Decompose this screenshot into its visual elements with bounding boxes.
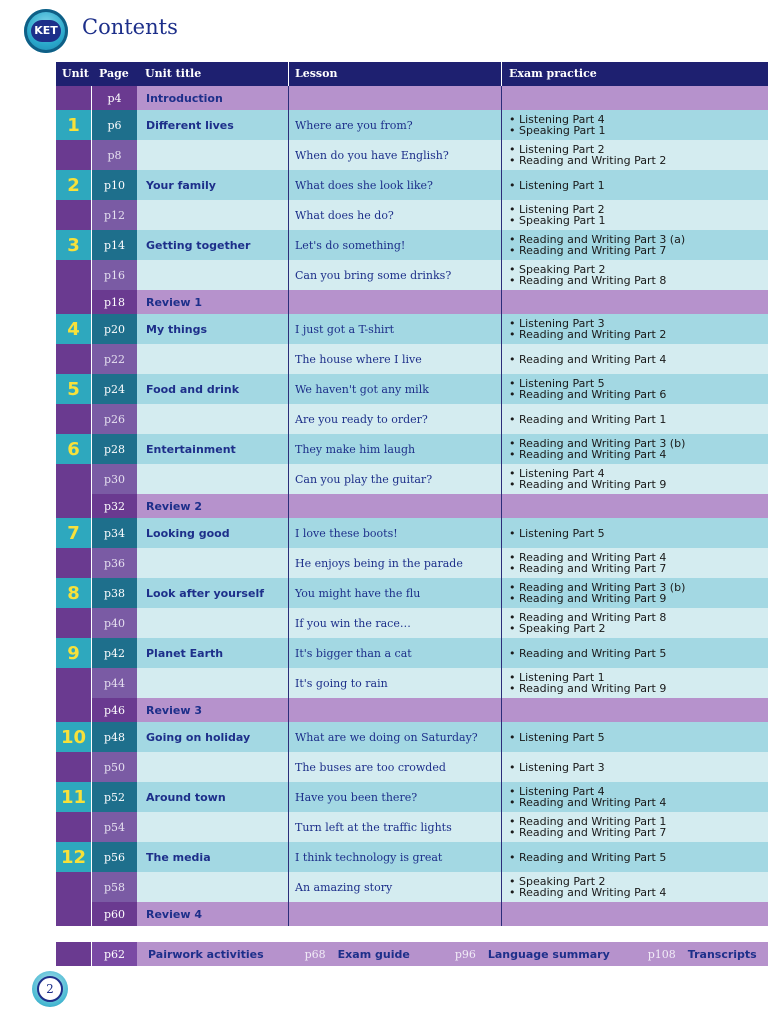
page-cell: p60 — [92, 902, 137, 926]
table-row[interactable] — [56, 260, 768, 290]
footer-item-label: Language summary — [487, 947, 610, 961]
lesson-cell — [289, 902, 502, 926]
unit-cell — [56, 86, 92, 110]
footer-item-label: Transcripts — [687, 947, 757, 961]
unit-title-cell — [137, 200, 289, 230]
page-cell: p30 — [92, 464, 137, 494]
unit-title-cell — [137, 548, 289, 578]
lesson-cell: It's bigger than a cat — [289, 638, 502, 668]
unit-title-cell: Planet Earth — [137, 638, 289, 668]
unit-cell: 5 — [56, 374, 92, 404]
footer-row — [56, 942, 768, 966]
page-cell: p18 — [92, 290, 137, 314]
table-row[interactable] — [56, 842, 768, 872]
page-header — [0, 0, 768, 62]
exam-practice-cell — [502, 812, 768, 842]
table-row[interactable] — [56, 140, 768, 170]
table-row[interactable] — [56, 434, 768, 464]
exam-practice-item: • Speaking Part 2 — [509, 263, 606, 276]
unit-title-cell — [137, 872, 289, 902]
unit-cell — [56, 812, 92, 842]
unit-cell — [56, 668, 92, 698]
page-cell: p48 — [92, 722, 137, 752]
exam-practice-item: • Listening Part 5 — [509, 377, 605, 390]
lesson-cell: If you win the race… — [289, 608, 502, 638]
exam-practice-item: • Reading and Writing Part 6 — [509, 388, 667, 401]
exam-practice-cell — [502, 344, 768, 374]
exam-practice-cell — [502, 260, 768, 290]
exam-practice-cell — [502, 902, 768, 926]
unit-title-cell: Your family — [137, 170, 289, 200]
page-cell: p24 — [92, 374, 137, 404]
unit-title-cell — [137, 140, 289, 170]
lesson-cell: We haven't got any milk — [289, 374, 502, 404]
exam-practice-cell — [502, 578, 768, 608]
exam-practice-cell — [502, 434, 768, 464]
table-row[interactable] — [56, 344, 768, 374]
page-cell: p22 — [92, 344, 137, 374]
unit-title-cell: Going on holiday — [137, 722, 289, 752]
page-cell: p40 — [92, 608, 137, 638]
table-row[interactable] — [56, 668, 768, 698]
table-row[interactable] — [56, 872, 768, 902]
page-cell: p42 — [92, 638, 137, 668]
page-cell: p28 — [92, 434, 137, 464]
lesson-cell: Have you been there? — [289, 782, 502, 812]
unit-cell — [56, 260, 92, 290]
lesson-cell: Let's do something! — [289, 230, 502, 260]
page-cell: p26 — [92, 404, 137, 434]
table-row[interactable] — [56, 170, 768, 200]
exam-practice-item: • Speaking Part 2 — [509, 622, 606, 635]
unit-title-cell: The media — [137, 842, 289, 872]
exam-practice-item: • Reading and Writing Part 4 — [509, 448, 667, 461]
unit-cell — [56, 548, 92, 578]
table-row[interactable] — [56, 548, 768, 578]
lesson-cell: When do you have English? — [289, 140, 502, 170]
exam-practice-item: • Reading and Writing Part 8 — [509, 611, 667, 624]
exam-practice-item: • Reading and Writing Part 8 — [509, 274, 667, 287]
exam-practice-item: • Reading and Writing Part 3 (a) — [509, 233, 686, 246]
lesson-cell: What does she look like? — [289, 170, 502, 200]
header-unit: Unit — [62, 67, 89, 80]
table-row[interactable] — [56, 314, 768, 344]
page-cell: p38 — [92, 578, 137, 608]
unit-cell: 2 — [56, 170, 92, 200]
unit-cell: 9 — [56, 638, 92, 668]
page-cell: p50 — [92, 752, 137, 782]
footer-item-language-summary[interactable] — [455, 942, 610, 966]
unit-title-cell: Looking good — [137, 518, 289, 548]
table-row[interactable] — [56, 230, 768, 260]
contents-table — [56, 62, 768, 926]
unit-cell: 8 — [56, 578, 92, 608]
page-cell: p12 — [92, 200, 137, 230]
exam-practice-cell — [502, 872, 768, 902]
exam-practice-cell — [502, 230, 768, 260]
lesson-cell — [289, 698, 502, 722]
page-cell: p36 — [92, 548, 137, 578]
page-cell: p10 — [92, 170, 137, 200]
footer-item-page: p68 — [304, 947, 326, 961]
footer-item-transcripts[interactable] — [648, 942, 757, 966]
footer-item-label: Exam guide — [337, 947, 410, 961]
page-cell: p14 — [92, 230, 137, 260]
unit-cell: 3 — [56, 230, 92, 260]
page-cell: p52 — [92, 782, 137, 812]
page-cell: p56 — [92, 842, 137, 872]
exam-practice-cell — [502, 374, 768, 404]
exam-practice-item: • Reading and Writing Part 1 — [509, 412, 667, 426]
lesson-cell: They make him laugh — [289, 434, 502, 464]
unit-cell — [56, 140, 92, 170]
unit-cell — [56, 344, 92, 374]
unit-title-cell: Review 1 — [137, 290, 289, 314]
table-row[interactable] — [56, 638, 768, 668]
page-cell: p16 — [92, 260, 137, 290]
unit-cell: 1 — [56, 110, 92, 140]
unit-cell — [56, 752, 92, 782]
review-row[interactable] — [56, 290, 768, 314]
unit-title-cell — [137, 608, 289, 638]
exam-practice-item: • Reading and Writing Part 4 — [509, 886, 667, 899]
exam-practice-item: • Speaking Part 1 — [509, 214, 606, 227]
unit-title-cell: My things — [137, 314, 289, 344]
exam-practice-item: • Reading and Writing Part 7 — [509, 562, 667, 575]
header-lesson: Lesson — [289, 62, 502, 86]
page-cell: p44 — [92, 668, 137, 698]
lesson-cell — [289, 494, 502, 518]
page-title: Contents — [82, 15, 178, 39]
unit-title-cell — [137, 404, 289, 434]
review-row[interactable] — [56, 86, 768, 110]
unit-cell — [56, 404, 92, 434]
unit-title-cell: Review 3 — [137, 698, 289, 722]
exam-practice-item: • Reading and Writing Part 2 — [509, 328, 667, 341]
unit-title-cell: Entertainment — [137, 434, 289, 464]
header-exam-practice: Exam practice — [509, 67, 597, 80]
exam-practice-cell — [502, 608, 768, 638]
lesson-cell: The house where I live — [289, 344, 502, 374]
exam-practice-cell — [502, 200, 768, 230]
unit-cell: 10 — [56, 722, 92, 752]
exam-practice-item: • Reading and Writing Part 7 — [509, 826, 667, 839]
footer-item-page: p108 — [647, 947, 676, 961]
page-cell: p8 — [92, 140, 137, 170]
lesson-cell: What are we doing on Saturday? — [289, 722, 502, 752]
unit-title-cell: Look after yourself — [137, 578, 289, 608]
exam-practice-item: • Listening Part 2 — [509, 203, 605, 216]
footer-unit-cell — [56, 942, 92, 966]
footer-item-pairwork[interactable] — [148, 942, 264, 966]
review-row[interactable] — [56, 698, 768, 722]
unit-cell — [56, 872, 92, 902]
exam-practice-item: • Reading and Writing Part 4 — [509, 352, 667, 366]
exam-practice-cell — [502, 140, 768, 170]
table-row[interactable] — [56, 782, 768, 812]
unit-cell — [56, 902, 92, 926]
lesson-cell: I think technology is great — [289, 842, 502, 872]
lesson-cell — [289, 290, 502, 314]
exam-practice-item: • Reading and Writing Part 9 — [509, 478, 667, 491]
exam-practice-cell — [502, 842, 768, 872]
exam-practice-item: • Reading and Writing Part 5 — [509, 646, 667, 660]
unit-title-cell: Introduction — [137, 86, 289, 110]
exam-practice-cell — [502, 698, 768, 722]
lesson-cell: Can you bring some drinks? — [289, 260, 502, 290]
lesson-cell: Turn left at the traffic lights — [289, 812, 502, 842]
exam-practice-item: • Listening Part 1 — [509, 178, 605, 192]
table-row[interactable] — [56, 374, 768, 404]
review-row[interactable] — [56, 902, 768, 926]
exam-practice-item: • Reading and Writing Part 7 — [509, 244, 667, 257]
lesson-cell — [289, 86, 502, 110]
exam-practice-cell — [502, 290, 768, 314]
unit-title-cell: Review 4 — [137, 902, 289, 926]
lesson-cell: Where are you from? — [289, 110, 502, 140]
exam-practice-cell — [502, 464, 768, 494]
exam-practice-item: • Reading and Writing Part 2 — [509, 154, 667, 167]
exam-practice-item: • Reading and Writing Part 4 — [509, 796, 667, 809]
review-row[interactable] — [56, 494, 768, 518]
unit-title-cell — [137, 668, 289, 698]
footer-item-exam-guide[interactable] — [305, 942, 410, 966]
lesson-cell: I just got a T-shirt — [289, 314, 502, 344]
page-cell: p58 — [92, 872, 137, 902]
page-cell: p4 — [92, 86, 137, 110]
table-row[interactable] — [56, 578, 768, 608]
table-row[interactable] — [56, 722, 768, 752]
lesson-cell: Can you play the guitar? — [289, 464, 502, 494]
lesson-cell: You might have the flu — [289, 578, 502, 608]
unit-cell — [56, 290, 92, 314]
unit-cell: 4 — [56, 314, 92, 344]
exam-practice-item: • Reading and Writing Part 1 — [509, 815, 667, 828]
exam-practice-item: • Reading and Writing Part 9 — [509, 592, 667, 605]
exam-practice-cell — [502, 752, 768, 782]
exam-practice-item: • Listening Part 4 — [509, 785, 605, 798]
exam-practice-item: • Reading and Writing Part 3 (b) — [509, 581, 686, 594]
page-cell: p54 — [92, 812, 137, 842]
exam-practice-item: • Listening Part 2 — [509, 143, 605, 156]
unit-cell — [56, 464, 92, 494]
exam-practice-item: • Listening Part 5 — [509, 730, 605, 744]
page-cell: p46 — [92, 698, 137, 722]
unit-title-cell — [137, 752, 289, 782]
exam-practice-cell — [502, 782, 768, 812]
exam-practice-cell — [502, 548, 768, 578]
table-row[interactable] — [56, 464, 768, 494]
exam-practice-item: • Listening Part 4 — [509, 467, 605, 480]
lesson-cell: The buses are too crowded — [289, 752, 502, 782]
exam-practice-item: • Speaking Part 1 — [509, 124, 606, 137]
unit-cell: 6 — [56, 434, 92, 464]
page-cell: p32 — [92, 494, 137, 518]
exam-practice-item: • Speaking Part 2 — [509, 875, 606, 888]
exam-practice-cell — [502, 668, 768, 698]
table-header — [56, 62, 768, 86]
table-row[interactable] — [56, 404, 768, 434]
page-cell: p20 — [92, 314, 137, 344]
unit-title-cell — [137, 344, 289, 374]
table-row[interactable] — [56, 752, 768, 782]
footer-item-label: Pairwork activities — [148, 947, 264, 961]
table-row[interactable] — [56, 608, 768, 638]
unit-title-cell — [137, 464, 289, 494]
ket-logo-text: KET — [31, 20, 61, 42]
page-number: 2 — [37, 976, 63, 1002]
ket-logo — [24, 9, 68, 53]
unit-title-cell — [137, 260, 289, 290]
unit-title-cell: Review 2 — [137, 494, 289, 518]
unit-cell — [56, 494, 92, 518]
exam-practice-item: • Reading and Writing Part 3 (b) — [509, 437, 686, 450]
exam-practice-cell — [502, 638, 768, 668]
table-row[interactable] — [56, 110, 768, 140]
lesson-cell: An amazing story — [289, 872, 502, 902]
unit-cell: 7 — [56, 518, 92, 548]
table-row[interactable] — [56, 812, 768, 842]
lesson-cell: It's going to rain — [289, 668, 502, 698]
exam-practice-item: • Listening Part 5 — [509, 526, 605, 540]
lesson-cell: What does he do? — [289, 200, 502, 230]
exam-practice-cell — [502, 110, 768, 140]
exam-practice-cell — [502, 404, 768, 434]
header-unit-title: Unit title — [137, 62, 289, 86]
exam-practice-item: • Listening Part 3 — [509, 317, 605, 330]
page-cell: p34 — [92, 518, 137, 548]
unit-cell — [56, 200, 92, 230]
exam-practice-item: • Reading and Writing Part 4 — [509, 551, 667, 564]
unit-title-cell: Food and drink — [137, 374, 289, 404]
table-row[interactable] — [56, 200, 768, 230]
exam-practice-item: • Listening Part 3 — [509, 760, 605, 774]
unit-title-cell — [137, 812, 289, 842]
footer-item-page: p96 — [454, 947, 476, 961]
unit-title-cell: Around town — [137, 782, 289, 812]
header-page: Page — [99, 67, 129, 80]
exam-practice-item: • Listening Part 1 — [509, 671, 605, 684]
table-row[interactable] — [56, 518, 768, 548]
exam-practice-cell — [502, 518, 768, 548]
unit-title-cell: Different lives — [137, 110, 289, 140]
exam-practice-cell — [502, 314, 768, 344]
unit-cell — [56, 608, 92, 638]
exam-practice-item: • Listening Part 4 — [509, 113, 605, 126]
lesson-cell: I love these boots! — [289, 518, 502, 548]
unit-title-cell: Getting together — [137, 230, 289, 260]
lesson-cell: He enjoys being in the parade — [289, 548, 502, 578]
unit-cell — [56, 698, 92, 722]
page-cell: p6 — [92, 110, 137, 140]
table-body — [56, 86, 768, 926]
footer-page: p62 — [92, 942, 137, 966]
exam-practice-item: • Reading and Writing Part 5 — [509, 850, 667, 864]
exam-practice-cell — [502, 86, 768, 110]
exam-practice-cell — [502, 722, 768, 752]
page-number-badge — [32, 971, 68, 1007]
exam-practice-cell — [502, 494, 768, 518]
exam-practice-item: • Reading and Writing Part 9 — [509, 682, 667, 695]
unit-cell: 11 — [56, 782, 92, 812]
lesson-cell: Are you ready to order? — [289, 404, 502, 434]
unit-cell: 12 — [56, 842, 92, 872]
exam-practice-cell — [502, 170, 768, 200]
